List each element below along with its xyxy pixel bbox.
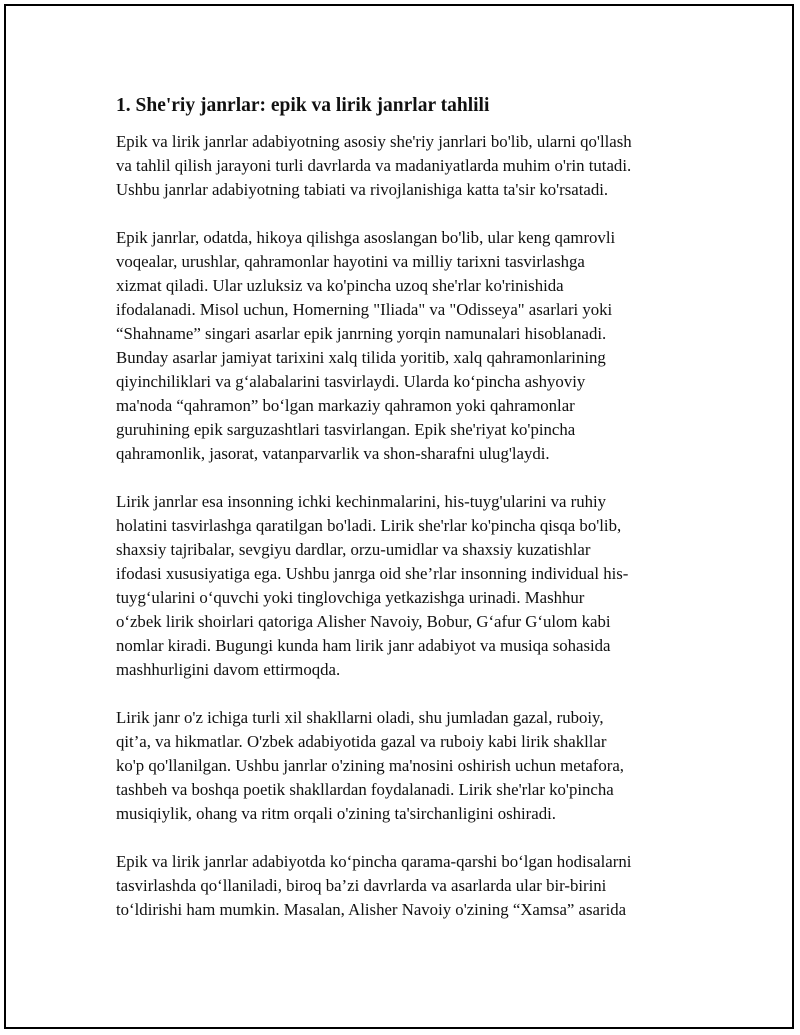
paragraph-line: qiyinchiliklari va gʻalabalarini tasvirlaydi. Ularda koʻpincha ashyoviy: [116, 372, 586, 391]
paragraph-line: Lirik janr o'z ichiga turli xil shakllarni oladi, shu jumladan gazal, ruboiy,: [116, 708, 604, 727]
paragraph-line: toʻldirishi ham mumkin. Masalan, Alisher Navoiy o'zining “Xamsa” asarida: [116, 900, 627, 919]
section-heading: 1. She'riy janrlar: epik va lirik janrlar tahlili: [116, 95, 490, 116]
paragraph-line: tuygʻularini oʻquvchi yoki tinglovchiga yetkazishga urinadi. Mashhur: [116, 588, 585, 607]
paragraph-line: ifodasi xususiyatiga ega. Ushbu janrga oid she’rlar insonning individual his-: [116, 564, 629, 583]
paragraph-line: shaxsiy tajribalar, sevgiyu dardlar, orzu-umidlar va shaxsiy kuzatishlar: [116, 540, 591, 559]
paragraph-line: ma'noda “qahramon” boʻlgan markaziy qahramon yoki qahramonlar: [116, 396, 575, 415]
paragraph-line: ifodalanadi. Misol uchun, Homerning "Iliada" va "Odisseya" asarlari yoki: [116, 300, 613, 319]
paragraph-line: mashhurligini davom ettirmoqda.: [116, 660, 341, 679]
paragraph-line: tashbeh va boshqa poetik shakllardan foydalanadi. Lirik she'rlar ko'pincha: [116, 780, 614, 799]
paragraph-line: va tahlil qilish jarayoni turli davrlarda va madaniyatlarda muhim o'rin tutadi.: [116, 156, 632, 175]
paragraph-line: Epik janrlar, odatda, hikoya qilishga asoslangan bo'lib, ular keng qamrovli: [116, 228, 616, 247]
paragraph-line: musiqiylik, ohang va ritm orqali o'zining ta'sirchanligini oshiradi.: [116, 804, 556, 823]
paragraph: [116, 130, 686, 202]
paragraph: [116, 490, 686, 682]
paragraph-line: holatini tasvirlashga qaratilgan bo'ladi. Lirik she'rlar ko'pincha qisqa bo'lib,: [116, 516, 622, 535]
paragraph-line: “Shahname” singari asarlar epik janrning yorqin namunalari hisoblanadi.: [116, 324, 607, 343]
document-body: [116, 92, 686, 946]
paragraph-line: guruhining epik sarguzashtlari tasvirlangan. Epik she'riyat ko'pincha: [116, 420, 576, 439]
paragraph-line: Bunday asarlar jamiyat tarixini xalq tilida yoritib, xalq qahramonlarining: [116, 348, 606, 367]
paragraph: [116, 226, 686, 466]
paragraph-line: nomlar kiradi. Bugungi kunda ham lirik janr adabiyot va musiqa sohasida: [116, 636, 611, 655]
paragraphs-container: [116, 130, 686, 922]
paragraph-line: Epik va lirik janrlar adabiyotning asosiy she'riy janrlari bo'lib, ularni qo'llash: [116, 132, 632, 151]
paragraph-line: qit’a, va hikmatlar. O'zbek adabiyotida gazal va ruboiy kabi lirik shakllar: [116, 732, 607, 751]
paragraph-line: Epik va lirik janrlar adabiyotda koʻpincha qarama-qarshi boʻlgan hodisalarni: [116, 852, 632, 871]
paragraph-line: tasvirlashda qoʻllaniladi, biroq ba’zi davrlarda va asarlarda ular bir-birini: [116, 876, 607, 895]
paragraph-line: voqealar, urushlar, qahramonlar hayotini va milliy tarixni tasvirlashga: [116, 252, 585, 271]
paragraph-line: oʻzbek lirik shoirlari qatoriga Alisher Navoiy, Bobur, Gʻafur Gʻulom kabi: [116, 612, 611, 631]
paragraph-line: qahramonlik, jasorat, vatanparvarlik va shon-sharafni ulug'laydi.: [116, 444, 550, 463]
paragraph-line: xizmat qiladi. Ular uzluksiz va ko'pincha uzoq she'rlar ko'rinishida: [116, 276, 564, 295]
paragraph-line: ko'p qo'llanilgan. Ushbu janrlar o'zining ma'nosini oshirish uchun metafora,: [116, 756, 624, 775]
paragraph: [116, 850, 686, 922]
paragraph-line: Lirik janrlar esa insonning ichki kechinmalarini, his-tuyg'ularini va ruhiy: [116, 492, 607, 511]
paragraph: [116, 706, 686, 826]
paragraph-line: Ushbu janrlar adabiyotning tabiati va rivojlanishiga katta ta'sir ko'rsatadi.: [116, 180, 609, 199]
